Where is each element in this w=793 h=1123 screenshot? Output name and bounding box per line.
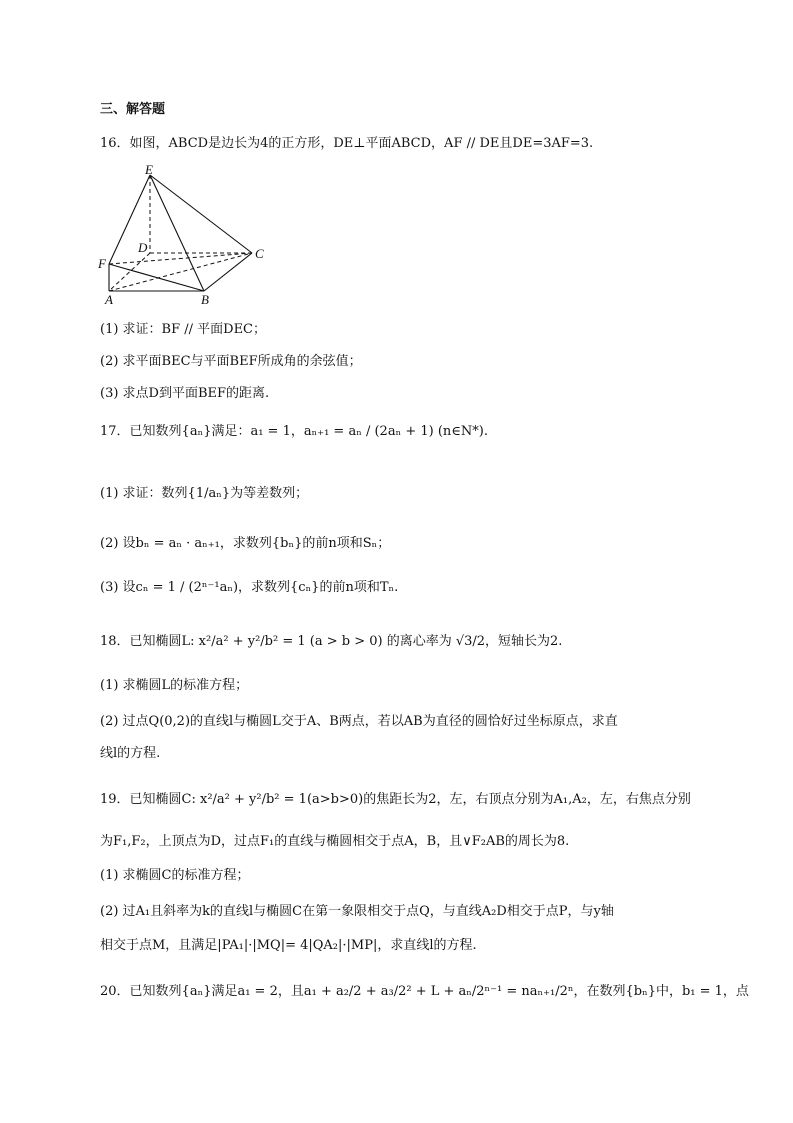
problem-19-stem-line1: 19．已知椭圆C: x²/a² + y²/b² = 1(a>b>0)的焦距长为2，左，右顶点分别为A₁,A₂，左，右焦点分别 bbox=[100, 792, 691, 807]
problem-19-q1: (1) 求椭圆C的标准方程； bbox=[100, 868, 250, 883]
label-E: E bbox=[145, 162, 153, 177]
problem-19-stem-line2: 为F₁,F₂，上顶点为D，过点F₁的直线与椭圆相交于点A，B，且∨F₂AB的周长为8. bbox=[100, 834, 570, 849]
section-title: 三、解答题 bbox=[100, 102, 166, 117]
problem-16-q2: (2) 求平面BEC与平面BEF所成角的余弦值； bbox=[100, 354, 362, 369]
problem-17-q1: (1) 求证：数列{1/aₙ}为等差数列； bbox=[100, 486, 309, 501]
problem-16-q3: (3) 求点D到平面BEF的距离. bbox=[100, 386, 270, 401]
problem-19-q2-line2: 相交于点M，且满足|PA₁|·|MQ|= 4|QA₂|·|MP|，求直线l的方程. bbox=[100, 938, 477, 953]
problem-18-q2-line2: 线l的方程. bbox=[100, 746, 161, 761]
pyramid-figure bbox=[95, 160, 285, 310]
label-A: A bbox=[105, 292, 113, 307]
problem-20-stem: 20．已知数列{aₙ}满足a₁ = 2，且a₁ + a₂/2 + a₃/2² + L + aₙ/2ⁿ⁻¹ = naₙ₊₁/2ⁿ，在数列{bₙ}中，b₁ = 1，点 bbox=[100, 984, 749, 999]
problem-19-q2-line1: (2) 过A₁且斜率为k的直线l与椭圆C在第一象限相交于点Q，与直线A₂D相交于点P，与y轴 bbox=[100, 904, 614, 919]
problem-18-q1: (1) 求椭圆L的标准方程； bbox=[100, 678, 249, 693]
label-D: D bbox=[138, 240, 148, 255]
problem-17-q2: (2) 设bₙ = aₙ · aₙ₊₁，求数列{bₙ}的前n项和Sₙ； bbox=[100, 536, 391, 551]
edge-EC bbox=[150, 175, 252, 253]
problem-18-stem: 18．已知椭圆L: x²/a² + y²/b² = 1 (a > b > 0) 的离心率为 √3/2，短轴长为2. bbox=[100, 634, 563, 649]
problem-17-q3: (3) 设cₙ = 1 / (2ⁿ⁻¹aₙ)，求数列{cₙ}的前n项和Tₙ. bbox=[100, 580, 399, 595]
problem-17-stem: 17．已知数列{aₙ}满足：a₁ = 1，aₙ₊₁ = aₙ / (2aₙ + 1) (n∈N*). bbox=[100, 424, 488, 439]
edge-EB bbox=[150, 175, 204, 291]
problem-16-q1: (1) 求证：BF // 平面DEC； bbox=[100, 322, 267, 337]
label-F: F bbox=[98, 256, 106, 271]
label-C: C bbox=[255, 246, 264, 261]
problem-18-q2-line1: (2) 过点Q(0,2)的直线l与椭圆L交于A、B两点，若以AB为直径的圆恰好过坐标原点，求直 bbox=[100, 714, 618, 729]
edge-FC-hidden bbox=[109, 253, 252, 264]
problem-16-stem: 16．如图，ABCD是边长为4的正方形，DE⊥平面ABCD，AF // DE且DE=3AF=3. bbox=[100, 136, 594, 151]
label-B: B bbox=[201, 292, 209, 307]
edge-BC bbox=[204, 253, 252, 291]
